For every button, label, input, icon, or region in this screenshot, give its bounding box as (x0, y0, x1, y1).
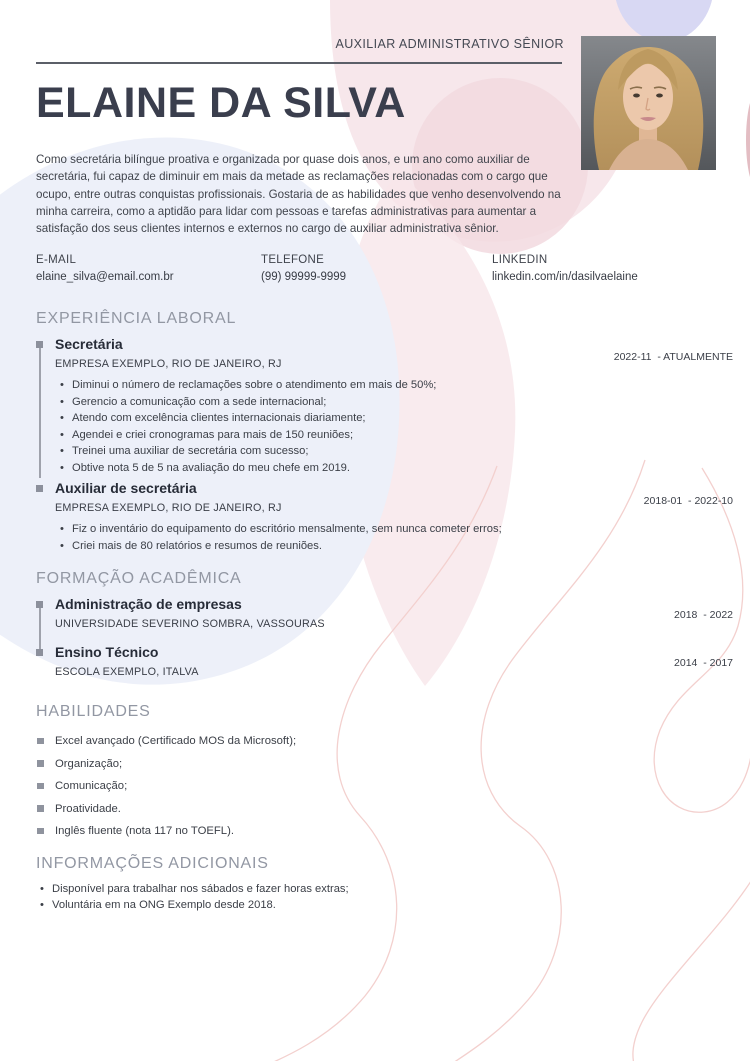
job-bullet-list (60, 377, 714, 476)
section-title-experience: EXPERIÊNCIA LABORAL (36, 310, 237, 328)
school-name: ESCOLA EXEMPLO, ITALVA (55, 666, 199, 679)
skill-item: Comunicação; (36, 779, 714, 793)
job-entry (55, 336, 733, 476)
degree-title: Administração de empresas (55, 596, 714, 613)
email-value[interactable]: elaine_silva@email.com.br (36, 271, 174, 284)
linkedin-label: LINKEDIN (492, 254, 548, 267)
contact-email (36, 253, 261, 285)
contact-linkedin (492, 253, 714, 285)
job-entry (55, 480, 733, 554)
degree-title: Ensino Técnico (55, 644, 714, 661)
job-bullet: • Agendei e criei cronogramas para mais de 150 reuniões; (60, 427, 714, 444)
skill-item: Inglês fluente (nota 117 no TOEFL). (36, 824, 714, 838)
education-period: 2018 - 2022 (674, 609, 733, 622)
linkedin-value[interactable]: linkedin.com/in/dasilvaelaine (492, 271, 638, 284)
role-title: AUXILIAR ADMINISTRATIVO SÊNIOR (335, 37, 564, 51)
contact-row (36, 253, 714, 285)
summary-paragraph: Como secretária bilíngue proativa e organizada por quase dois anos, e um ano como auxiliar de secretária, fui capaz de diminuir em mais da metade as reclamações relacionadas com o cargo que ocupo, entre outras conquistas profissionais. Gostaria de as habilidades que venho desenvolvendo na minha carreira, como a aptidão para lidar com pessoas e tarefas administrativas para aumentar a satisfação dos seus clientes internos e externos no cargo de auxiliar administrativa sênior. (36, 153, 561, 236)
additional-item: • Disponível para trabalhar nos sábados e fazer horas extras; (40, 882, 714, 897)
job-bullet: • Criei mais de 80 relatórios e resumos de reuniões. (60, 538, 714, 555)
additional-info-list (40, 882, 714, 913)
education-timeline (36, 596, 733, 679)
school-name: UNIVERSIDADE SEVERINO SOMBRA, VASSOURAS (55, 618, 325, 631)
job-period: 2022-11 - ATUALMENTE (613, 351, 733, 364)
job-period: 2018-01 - 2022-10 (643, 495, 733, 508)
job-bullet: • Obtive nota 5 de 5 na avaliação do meu chefe em 2019. (60, 460, 714, 477)
job-bullet: • Diminui o número de reclamações sobre o atendimento em mais de 50%; (60, 377, 714, 394)
job-title: Secretária (55, 336, 714, 353)
skill-item: Proatividade. (36, 802, 714, 816)
additional-item: • Voluntária em na ONG Exemplo desde 2018. (40, 898, 714, 913)
job-bullet: • Treinei uma auxiliar de secretária com sucesso; (60, 443, 714, 460)
timeline-connector (39, 608, 41, 650)
header-rule (36, 62, 562, 64)
phone-value[interactable]: (99) 99999-9999 (261, 271, 347, 284)
job-bullet: • Gerencio a comunicação com a sede internacional; (60, 394, 714, 411)
skills-list (36, 734, 714, 838)
job-company: EMPRESA EXEMPLO, RIO DE JANEIRO, RJ (55, 502, 282, 515)
job-bullet-list (60, 521, 714, 554)
timeline-connector (39, 348, 41, 478)
skill-item: Organização; (36, 757, 714, 771)
education-entry (55, 596, 733, 631)
section-title-additional: INFORMAÇÕES ADICIONAIS (36, 855, 269, 873)
job-bullet: • Fiz o inventário do equipamento do escritório mensalmente, sem nunca cometer erros; (60, 521, 714, 538)
job-company: EMPRESA EXEMPLO, RIO DE JANEIRO, RJ (55, 358, 282, 371)
education-period: 2014 - 2017 (674, 657, 733, 670)
contact-phone (261, 253, 492, 285)
skill-item: Excel avançado (Certificado MOS da Microsoft); (36, 734, 714, 748)
phone-label: TELEFONE (261, 254, 325, 267)
email-label: E-MAIL (36, 254, 77, 267)
section-title-education: FORMAÇÃO ACADÊMICA (36, 570, 242, 588)
experience-timeline (36, 336, 733, 554)
section-title-skills: HABILIDADES (36, 703, 151, 721)
job-title: Auxiliar de secretária (55, 480, 714, 497)
job-bullet: • Atendo com excelência clientes internacionais diariamente; (60, 410, 714, 427)
person-name: ELAINE DA SILVA (36, 79, 406, 127)
education-entry (55, 644, 733, 679)
